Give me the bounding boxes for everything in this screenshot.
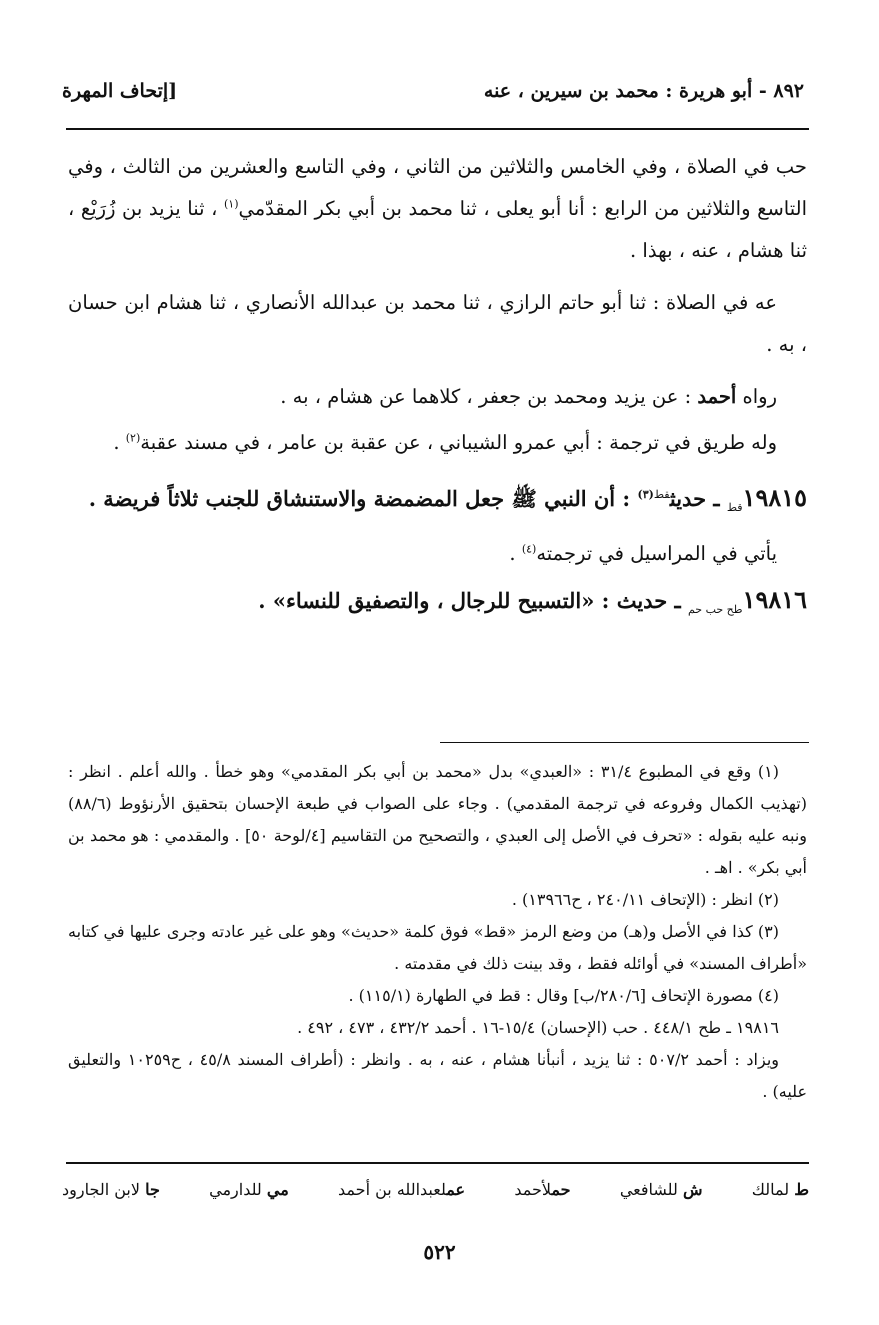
paragraph-3: رواه أحمد : عن يزيد ومحمد بن جعفر ، كلاهما عن هشام ، به . [280, 385, 777, 408]
abbreviations-legend [62, 1180, 809, 1199]
hadith-text: : أن النبي ﷺ جعل المضمضة والاستنشاق للجنب ثلاثاً فريضة . [88, 486, 638, 511]
takhrij-note: ١٩٨١٦ ـ طح ٤٤٨/١ . حب (الإحسان) ١٥/٤-١٦ . أحمد ٤٣٢/٢ ، ٤٧٣ ، ٤٩٢ . [297, 1018, 779, 1037]
paragraph-5: يأتي في المراسيل في ترجمته$^{(٤)}$ . [509, 542, 777, 566]
paragraph-4: وله طريق في ترجمة : أبي عمرو الشيباني ، عن عقبة بن عامر ، في مسند عقبة$^{(٢)}$ . [113, 431, 777, 454]
footnote-divider [440, 742, 809, 743]
footnote-ref-3[interactable]: (٣) [637, 488, 654, 501]
abbrev-item: حملأحمد [514, 1180, 571, 1199]
running-title: ٨٩٢ - أبو هريرة : محمد بن سيرين ، عنه [483, 80, 804, 102]
hadith-text: ـ حديث : «التسبيح للرجال ، والتصفيق للنساء» . [258, 588, 688, 614]
footnote-ref-2[interactable]: (٢) [125, 431, 141, 445]
hadith-19816 [68, 579, 807, 631]
main-text [68, 146, 807, 641]
hadith-number: ١٩٨١٦ [742, 585, 807, 615]
footnote-4: (٤) مصورة الإتحاف [٢٨٠/٦/ب] وقال : قط في الطهارة (١١٥/١) . [348, 986, 779, 1005]
footnote-3: (٣) كذا في الأصل و(هـ) من وضع الرمز «قط» فوق كلمة «حديث» وهو على غير عادته وجرى عليها في كتابه «أطراف المسند» في أوائله فقط ، وقد بينت ذلك في مقدمته . [68, 922, 807, 973]
footnote-2: (٢) انظر : (الإتحاف ٢٤٠/١١ ، ح١٣٩٦٦) . [511, 890, 779, 909]
book-title: [إتحاف المهرة [62, 80, 178, 102]
footnote-ref-1[interactable]: (١) [223, 197, 239, 211]
paragraph-2: عه في الصلاة : ثنا أبو حاتم الرازي ، ثنا محمد بن عبدالله الأنصاري ، ثنا هشام ابن حسان ، به . [68, 291, 807, 356]
page-header [62, 80, 804, 114]
hadith-word-symbol: قط [653, 488, 670, 501]
abbrev-item: جا لابن الجارود [62, 1180, 160, 1199]
addition-note: ويزاد : أحمد ٥٠٧/٢ : ثنا يزيد ، أنبأنا هشام ، عنه ، به . وانظر : (أطراف المسند ٤٥/٨ ، ح١٠٢٥٩ والتعليق عليه) . [68, 1050, 807, 1101]
paragraph-1: حب في الصلاة ، وفي الخامس والثلاثين من الثاني ، وفي التاسع والعشرين من الثالث ، وفي التاسع والثلاثين من الرابع : أنا أبو يعلى ، ثنا محمد بن أبي بكر المقدّمي$^{(١)}$ ، ثنا يزيد بن زُرَيْع ، ثنا هشام ، عنه ، بهذا . [68, 155, 807, 262]
footnote-ref-4[interactable]: (٤) [521, 542, 537, 556]
abbreviations-divider [66, 1162, 809, 1164]
source-name: أحمد [697, 385, 737, 408]
hadith-19815: $١٩٨١٥_{قط}$ ـ حديث$^{قط(٣)}$ : أن النبي ﷺ جعل المضمضة والاستنشاق للجنب ثلاثاً فريضة . [88, 483, 807, 515]
hadith-word: حديث [669, 486, 707, 511]
hadith-number: ١٩٨١٥ [742, 483, 807, 512]
abbrev-item: عملعبدالله بن أحمد [338, 1180, 466, 1199]
hadith-symbol: طح حب حم [687, 603, 743, 617]
abbrev-item: مي للدارمي [209, 1180, 289, 1199]
abbrev-item: ط لمالك [751, 1180, 809, 1199]
abbrev-item: ش للشافعي [619, 1180, 703, 1199]
page-number: ٥٢٢ [423, 1240, 456, 1264]
footnote-1: (١) وقع في المطبوع ٣١/٤ : «العبدي» بدل «محمد بن أبي بكر المقدمي» وهو خطأ . والله أعلم . انظر : (تهذيب الكمال وفروعه في ترجمة المقدمي) . وجاء على الصواب في طبعة الإحسان بتحقيق الأرنؤوط (٨٨/٦) ونبه عليه بقوله : «تحرف في الأصل إلى العبدي ، والتصحيح من التقاسيم [٤/لوحة ٥٠] . والمقدمي : هو محمد بن أبي بكر» . اهـ . [68, 762, 808, 877]
footnotes [68, 756, 807, 1108]
hadith-symbol: قط [726, 501, 743, 515]
header-divider [66, 128, 809, 130]
